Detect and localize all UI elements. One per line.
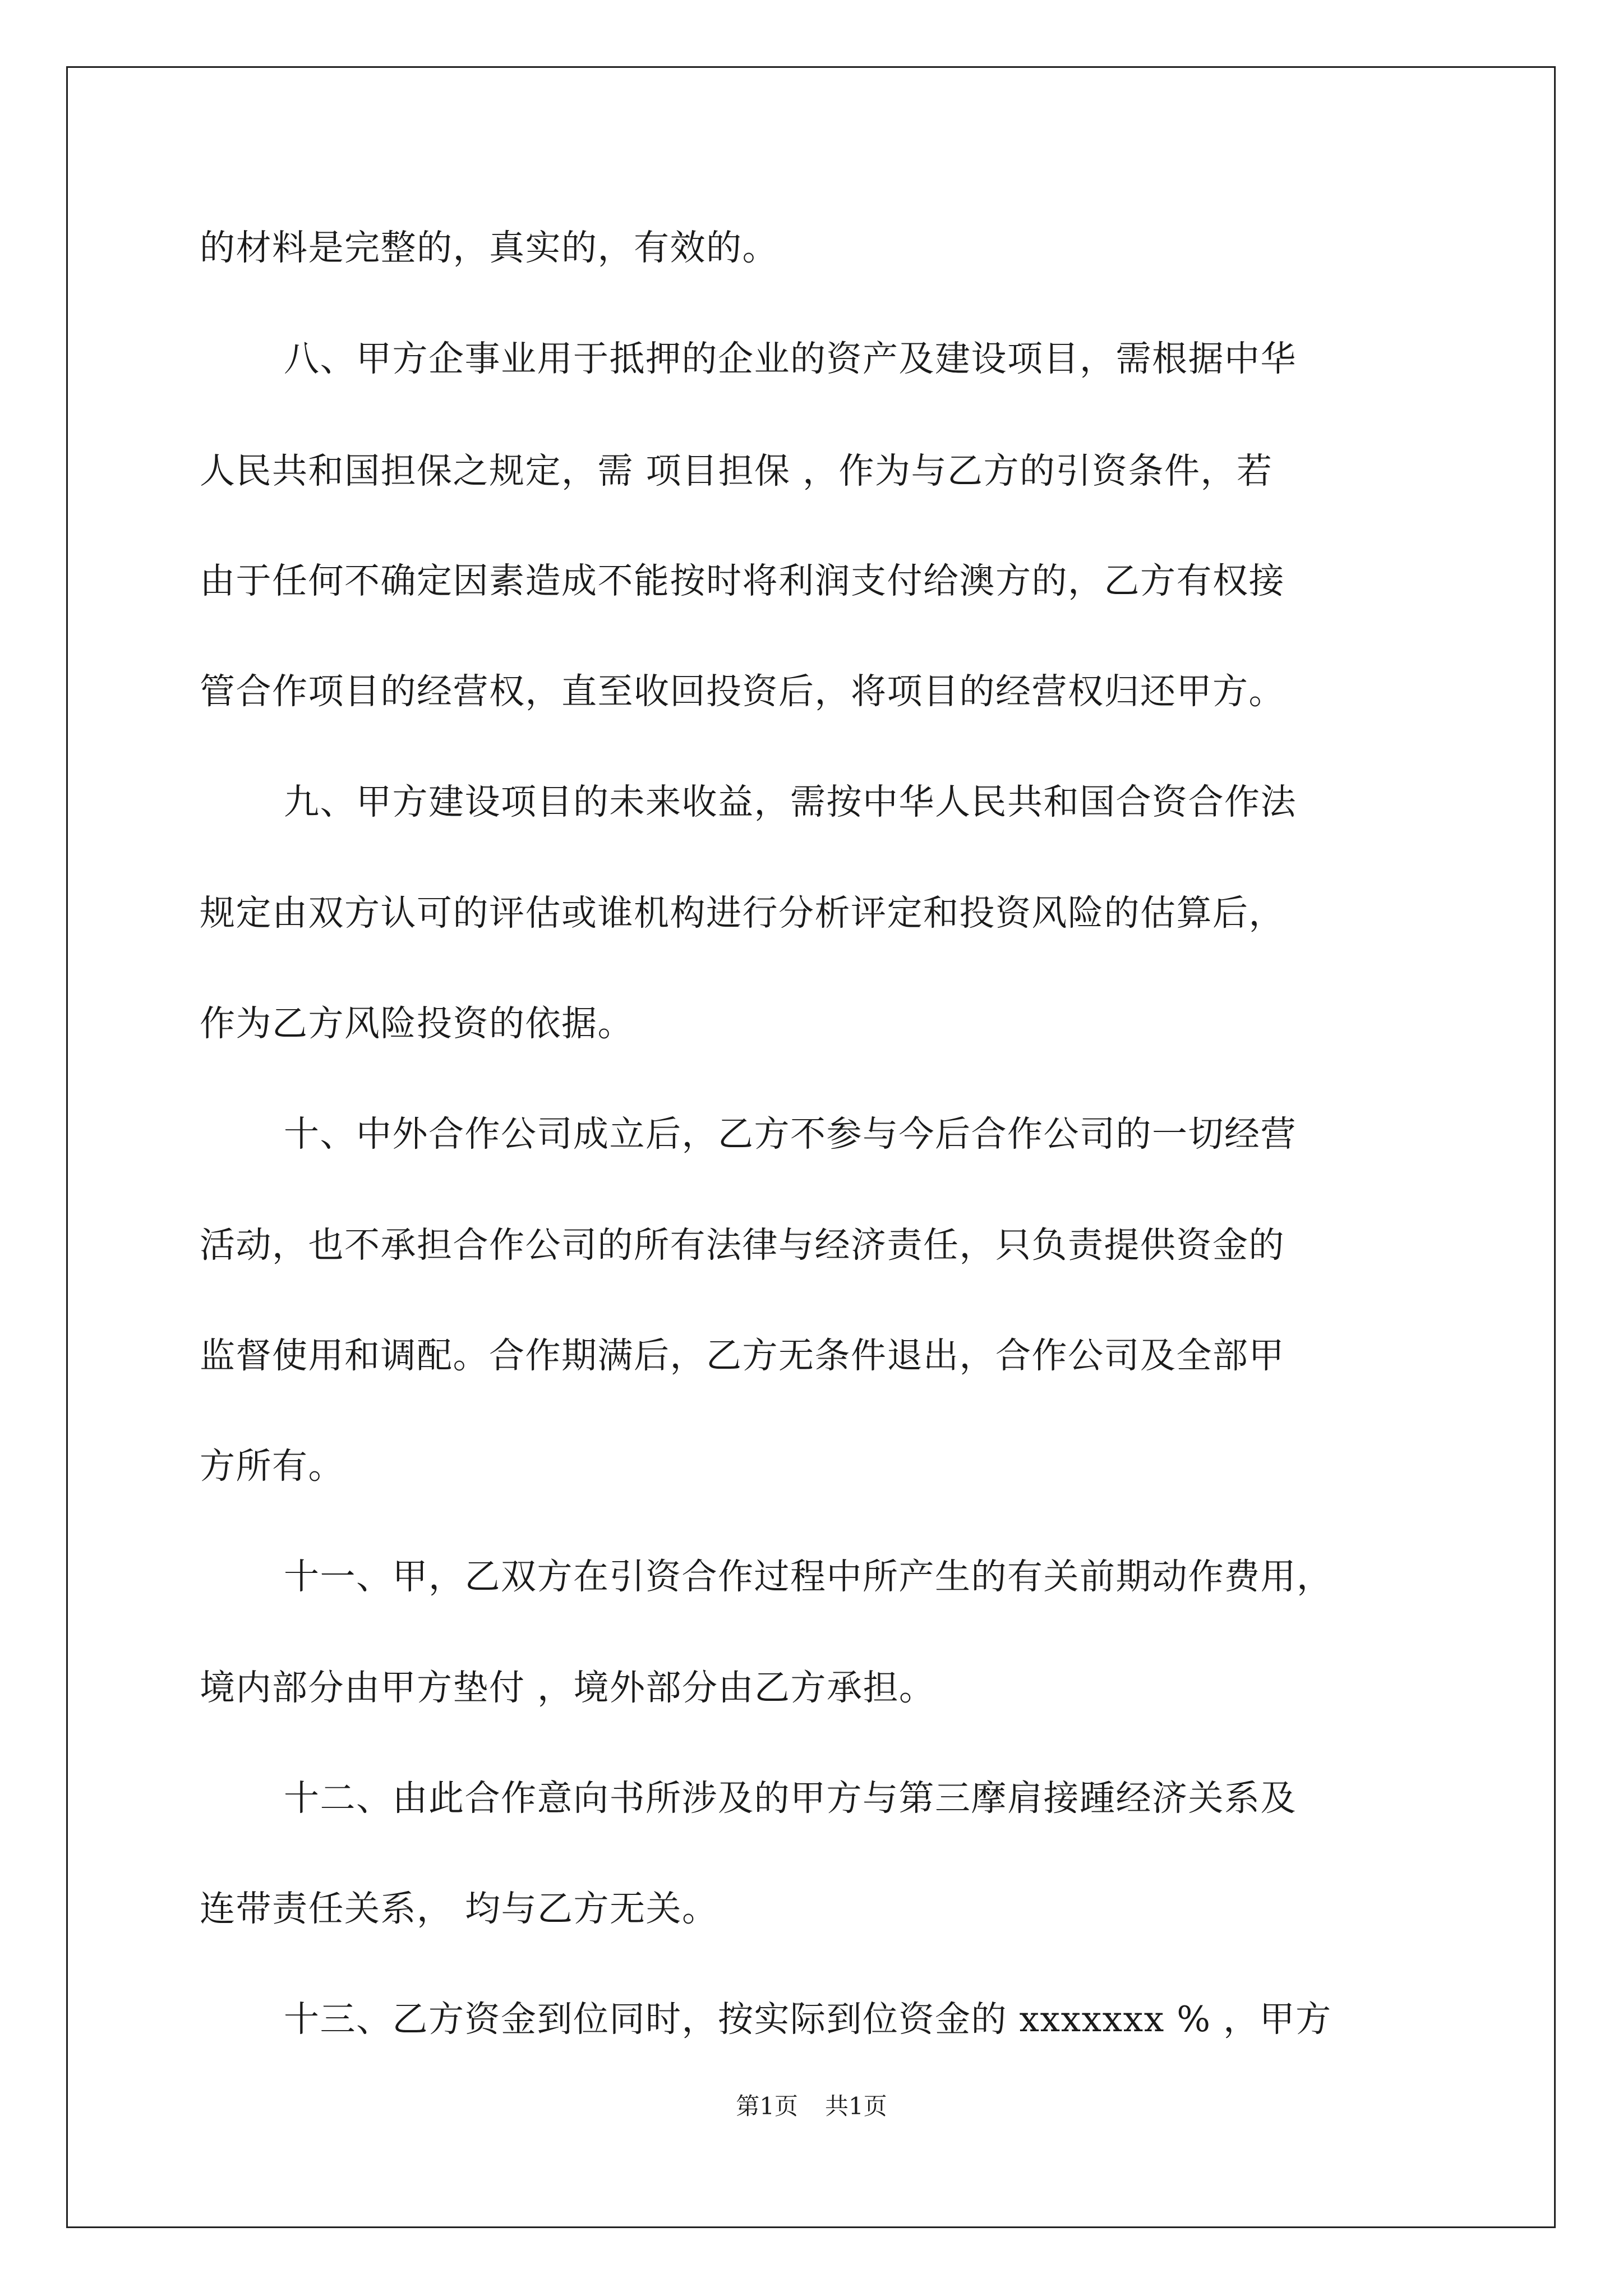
text-line: 由于任何不确定因素造成不能按时将利润支付给澳方的，乙方有权接: [200, 560, 1285, 601]
text-line: 十一、甲，乙双方在引资合作过程中所产生的有关前期动作费用，: [284, 1556, 1333, 1597]
text-line: 境内部分由甲方垫付 ，境外部分由乙方承担。: [200, 1667, 935, 1708]
text-line: 管合作项目的经营权，直至收回投资后，将项目的经营权归还甲方。: [200, 671, 1285, 712]
text-line: 十二、由此合作意向书所涉及的甲方与第三摩肩接踵经济关系及: [284, 1778, 1297, 1819]
text-line: 的材料是完整的，真实的，有效的。: [200, 227, 778, 268]
text-line: 规定由双方认可的评估或谁机构进行分析评定和投资风险的估算后，: [200, 892, 1285, 933]
text-line: 人民共和国担保之规定，需 项目担保 ，作为与乙方的引资条件，若: [200, 450, 1273, 491]
text-line: 活动，也不承担合作公司的所有法律与经济责任，只负责提供资金的: [200, 1225, 1285, 1266]
page-total: 共1页: [825, 2092, 887, 2120]
page-footer: [0, 2092, 1623, 2120]
text-line: 八、甲方企事业用于抵押的企业的资产及建设项目，需根据中华: [284, 338, 1297, 379]
text-line: 九、甲方建设项目的未来收益，需按中华人民共和国合资合作法: [284, 781, 1297, 822]
text-line: 十三、乙方资金到位同时，按实际到位资金的 xxxxxxx % ，甲方: [284, 1999, 1332, 2040]
text-line: 监督使用和调配。合作期满后，乙方无条件退出，合作公司及全部甲: [200, 1335, 1285, 1376]
text-line: 连带责任关系， 均与乙方无关。: [200, 1888, 718, 1929]
text-line: 十、中外合作公司成立后，乙方不参与今后合作公司的一切经营: [284, 1114, 1297, 1154]
text-line: 方所有。: [200, 1446, 344, 1487]
text-line: 作为乙方风险投资的依据。: [200, 1003, 634, 1044]
page-number: 第1页: [736, 2092, 798, 2120]
